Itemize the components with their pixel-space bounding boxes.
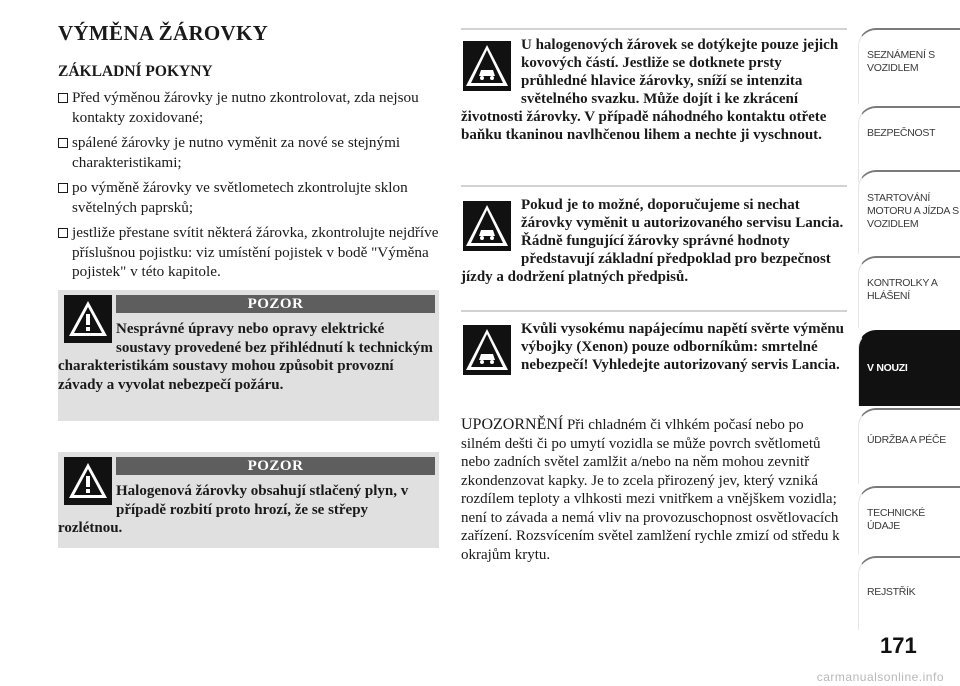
warning-text: Nesprávné úpravy nebo opravy elektrické soustavy provedené bez přihlédnutí k technickým charakteristikám soustavy mohou způsobit provozní závady a vyvolat nebezpečí požáru.: [58, 321, 433, 393]
caution-note: Pokud je to možné, doporučujeme si nechat žárovky vyměnit u autorizovaného servisu Lancia. Řádně fungující žárovky správné hodnoty představují základní předpoklad pro bezpečnost jízdy a dodržení platných předpisů.: [461, 197, 844, 285]
tab-seznameni-s-vozidlem[interactable]: SEZNÁMENÍ S VOZIDLEM: [858, 28, 960, 104]
section-subtitle: ZÁKLADNÍ POKYNY: [58, 63, 213, 80]
watermark: carmanualsonline.info: [816, 670, 944, 684]
divider: [461, 310, 847, 312]
tab-v-nouzi[interactable]: V NOUZI: [858, 330, 960, 406]
warning-text: Halogenová žárovky obsahují stlačený plyn, v případě rozbití proto hrozí, že se střepy rozlétnou.: [58, 483, 409, 536]
caution-note: Kvůli vysokému napájecímu napětí svěrte výměnu výbojky (Xenon) pouze odborníkům: smrtelné nebezpečí! Vyhledejte autorizovaný servis Lancia.: [461, 320, 847, 375]
divider: [461, 28, 847, 30]
car-warning-icon: [463, 41, 511, 91]
tab-startovani-motoru[interactable]: STARTOVÁNÍ MOTORU A JÍZDA S VOZIDLEM: [858, 170, 960, 254]
notice-paragraph: UPOZORNĚNÍ Při chladném či vlhkém počasí nebo po silném dešti či po umytí vozidla se může povrch světlometů nebo zadních světel zamlžit a/nebo na něm mohou zevnitř zkondenzovat kapky. Je to zcela přirozený jev, který vzniká rozdílem teploty a vlhkosti mezi vnitřkem a vnějškem vozidla; není to závada a nemá vliv na provozuschopnost osvětlovacích zařízení. Rozsvícením světel zamlžení rychle zmizí od středu k okrajům krytu.: [461, 416, 840, 563]
divider: [461, 185, 847, 187]
checkbox-bullet-icon: [58, 183, 68, 193]
list-item: jestliže přestane svítit některá žárovka, zkontrolujte nejdříve příslušnou pojistku: viz umístění pojistek v bodě "Výměna pojistek" v této kapitole.: [58, 223, 443, 282]
chapter-tabs: [858, 0, 960, 686]
warning-box: [58, 290, 439, 421]
notice-lead: UPOZORNĚNÍ: [461, 416, 564, 433]
tab-kontrolky-a-hlaseni[interactable]: KONTROLKY A HLÁŠENÍ: [858, 256, 960, 328]
page-title: VÝMĚNA ŽÁROVKY: [58, 21, 269, 45]
list-item: spálené žárovky je nutno vyměnit za nové se stejnými charakteristikami;: [58, 133, 443, 172]
checkbox-bullet-icon: [58, 138, 68, 148]
caution-note: U halogenových žárovek se dotýkejte pouze jejich kovových částí. Jestliže se dotknete prsty průhledné hlavice žárovky, sníží se intenzita světelného svazku. Může dojít i ke zkrácení životnosti žárovky. V případě náhodného kontaktu otřete baňku tkaninou navlhčenou lihem a nechte ji vyschnout.: [461, 37, 839, 143]
bullet-list: [58, 88, 443, 288]
checkbox-bullet-icon: [58, 93, 68, 103]
checkbox-bullet-icon: [58, 228, 68, 238]
tab-bezpecnost[interactable]: BEZPEČNOST: [858, 106, 960, 182]
list-item: Před výměnou žárovky je nutno zkontrolovat, zda nejsou kontakty zoxidované;: [58, 88, 443, 127]
warning-heading: POZOR: [116, 295, 435, 313]
tab-udrzba-a-pece[interactable]: ÚDRŽBA A PÉČE: [858, 408, 960, 484]
car-warning-icon: [463, 325, 511, 375]
tab-technicke-udaje[interactable]: TECHNICKÉ ÚDAJE: [858, 486, 960, 554]
page-number: 171: [880, 633, 917, 658]
warning-box: [58, 452, 439, 548]
list-item: po výměně žárovky ve světlometech zkontrolujte sklon světelných paprsků;: [58, 178, 443, 217]
car-warning-icon: [463, 201, 511, 251]
warning-heading: POZOR: [116, 457, 435, 475]
tab-rejstrik[interactable]: REJSTŘÍK: [858, 556, 960, 630]
